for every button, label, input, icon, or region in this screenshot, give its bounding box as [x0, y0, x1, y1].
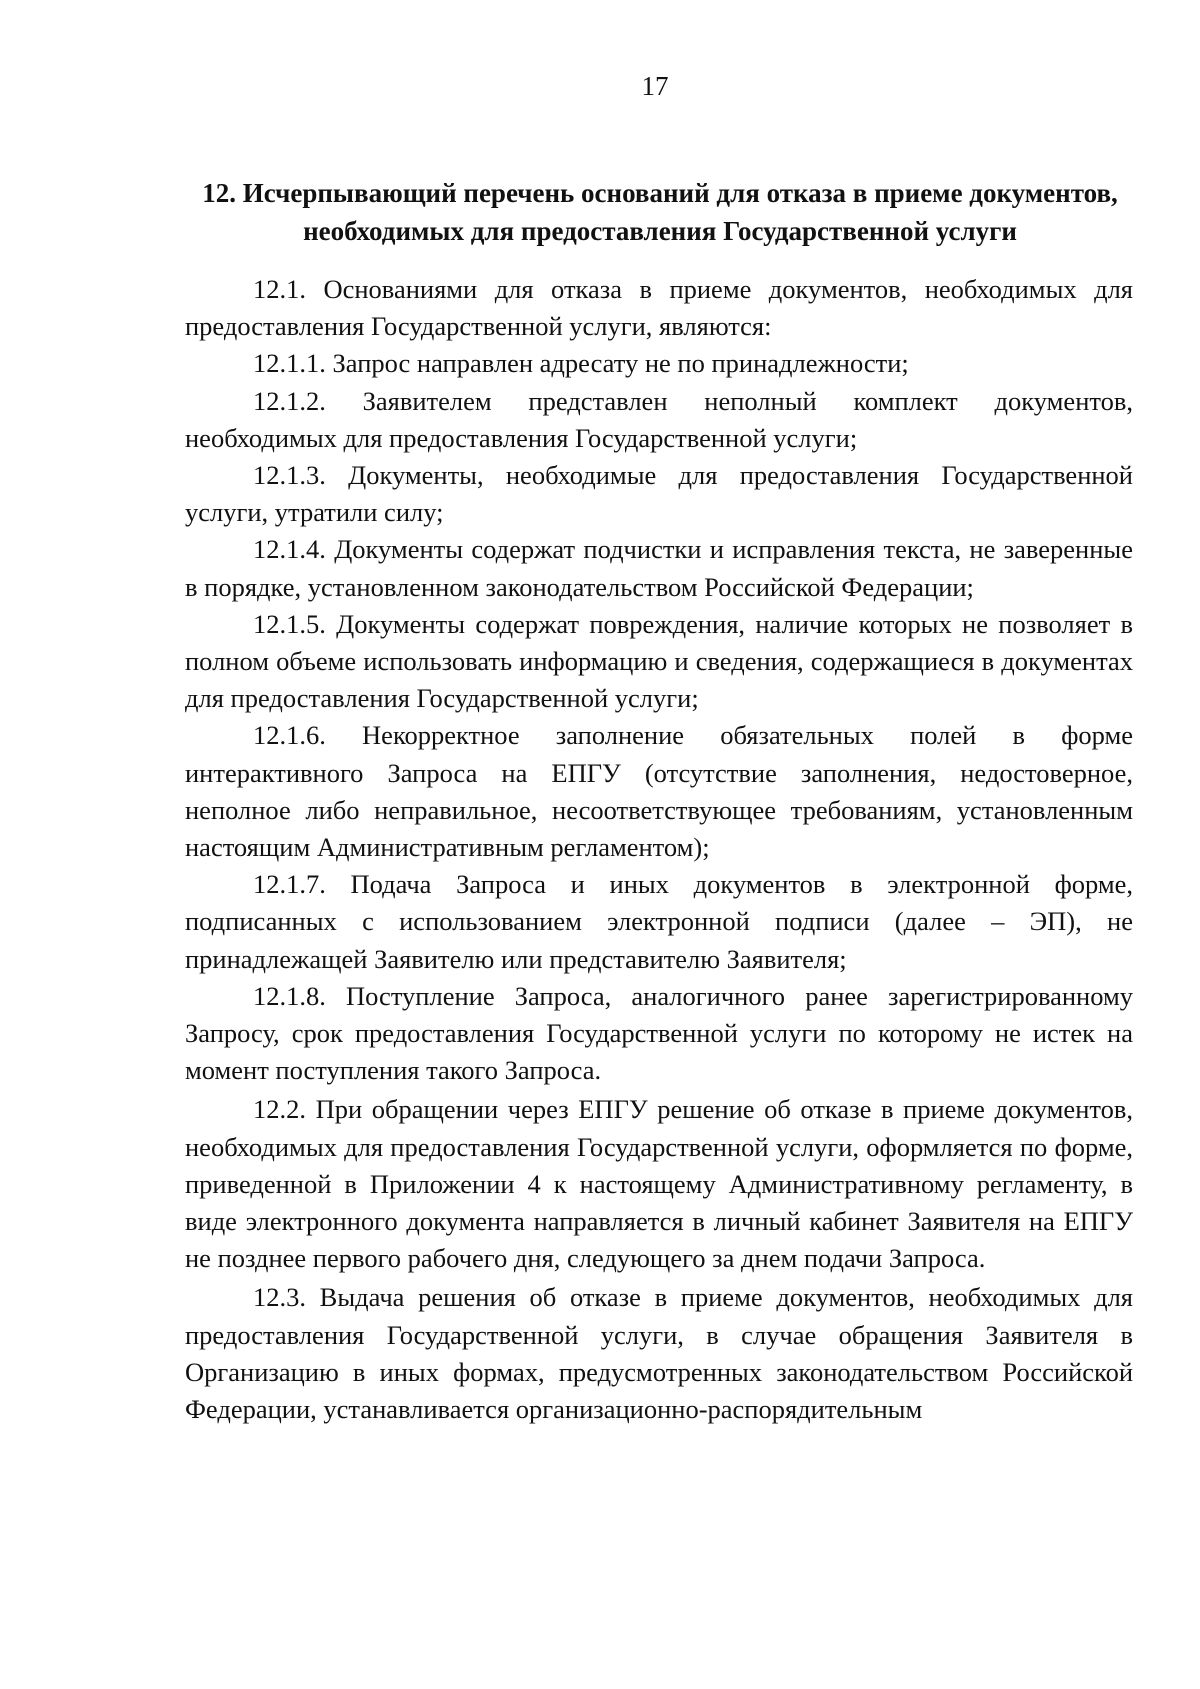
paragraph-12-1-8: 12.1.8. Поступление Запроса, аналогичного ранее зарегистрированному Запросу, срок предоставления Государственной услуги по которому не истек на момент поступления такого Запроса. — [185, 980, 1133, 1086]
paragraph-12-1: 12.1. Основаниями для отказа в приеме документов, необходимых для предоставления Государственной услуги, являются: — [185, 274, 1133, 342]
paragraph-12-1-2: 12.1.2. Заявителем представлен неполный комплект документов, необходимых для предоставления Государственной услуги; — [185, 385, 1133, 453]
paragraph-12-1-7: 12.1.7. Подача Запроса и иных документов в электронной форме, подписанных с использованием электронной подписи (далее – ЭП), не принадлежащей Заявителю или представителю Заявителя; — [185, 869, 1133, 974]
section-body — [185, 271, 1133, 1428]
paragraph-12-2: 12.2. При обращении через ЕПГУ решение об отказе в приеме документов, необходимых для предоставления Государственной услуги, оформляется по форме, приведенной в Приложении 4 к настоящему Административному регламенту, в виде электронного документа направляется в личный кабинет Заявителя на ЕПГУ не позднее первого рабочего дня, следующего за днем подачи Запроса. — [185, 1094, 1133, 1274]
paragraph-12-1-6: 12.1.6. Некорректное заполнение обязательных полей в форме интерактивного Запроса на ЕПГУ (отсутствие заполнения, недостоверное, неполное либо неправильное, несоответствующее требованиям, установленным настоящим Административным регламентом); — [185, 720, 1133, 863]
paragraph-12-1-4: 12.1.4. Документы содержат подчистки и исправления текста, не заверенные в порядке, установленном законодательством Российской Федерации; — [185, 534, 1133, 602]
paragraph-12-1-1: 12.1.1. Запрос направлен адресату не по принадлежности; — [253, 348, 909, 379]
section-heading: 12. Исчерпывающий перечень оснований для отказа в приеме документов, необходимых для предоставления Государственной услуги — [202, 178, 1118, 246]
page-number: 17 — [641, 71, 669, 101]
paragraph-12-3: 12.3. Выдача решения об отказе в приеме документов, необходимых для предоставления Государственной услуги, в случае обращения Заявителя в Организацию в иных формах, предусмотренных законодательством Российской Федерации, устанавливается организационно-распорядительным — [185, 1282, 1133, 1425]
paragraph-12-1-3: 12.1.3. Документы, необходимые для предоставления Государственной услуги, утратили силу; — [185, 460, 1133, 528]
paragraph-12-1-5: 12.1.5. Документы содержат повреждения, наличие которых не позволяет в полном объеме использовать информацию и сведения, содержащиеся в документах для предоставления Государственной услуги; — [185, 608, 1133, 714]
